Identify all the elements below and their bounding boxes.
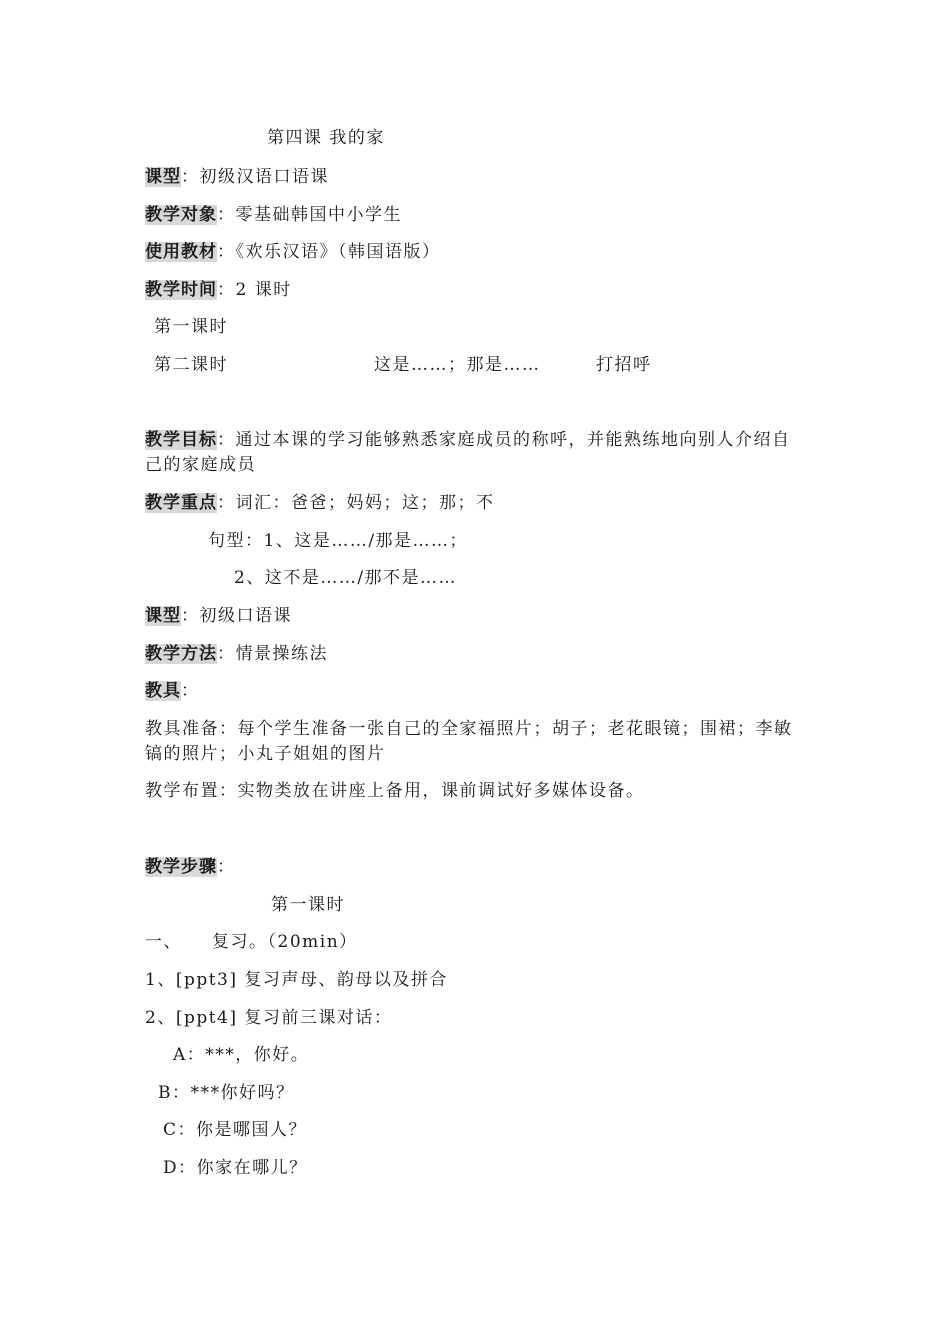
- period-second-topic: 打招呼: [596, 355, 652, 375]
- course-type2-sep: ：: [181, 606, 200, 626]
- key-points-sep: ：: [217, 493, 236, 513]
- aids-row: [145, 679, 200, 703]
- steps-sep: ：: [217, 857, 236, 877]
- goals-text: 通过本课的学习能够熟悉家庭成员的称呼，并能熟练地向别人介绍自己的家庭成员: [145, 430, 791, 475]
- audience-label: 教学对象: [145, 205, 217, 225]
- step-item-1: 1、[ppt3] 复习声母、韵母以及拼合: [145, 970, 448, 990]
- dialogue-line-b: B：***你好吗？: [158, 1083, 295, 1103]
- duration-value: 2 课时: [235, 280, 292, 300]
- aids-prep-paragraph: 教具准备：每个学生准备一张自己的全家福照片；胡子；老花眼镜；围裙；李敏镐的照片；小丸子姐姐的图片: [145, 719, 793, 764]
- duration-sep: ：: [217, 280, 236, 300]
- key-points-pattern1: 句型：1、这是……/那是……；: [208, 531, 469, 551]
- period-second-pattern: 这是……；那是……: [374, 355, 541, 375]
- audience-sep: ：: [217, 205, 236, 225]
- section-number: 一、: [145, 932, 182, 952]
- textbook-label: 使用教材: [145, 242, 217, 262]
- key-points-pattern2: 2、这不是……/那不是……: [234, 568, 458, 588]
- goals-sep: ：: [217, 430, 236, 450]
- key-points-vocab: 词汇：爸爸；妈妈；这；那；不: [235, 493, 495, 513]
- method-sep: ：: [217, 644, 236, 664]
- textbook-value: 《欢乐汉语》（韩国语版）: [235, 242, 441, 262]
- steps-row: [145, 855, 236, 879]
- method-label: 教学方法: [145, 644, 217, 664]
- step-item-2: 2、[ppt4] 复习前三课对话：: [145, 1008, 393, 1028]
- period-first: 第一课时: [154, 317, 228, 337]
- goals-label: 教学目标: [145, 430, 217, 450]
- course-type2-value: 初级口语课: [199, 606, 292, 626]
- audience-row: [145, 203, 402, 227]
- method-value: 情景操练法: [235, 644, 328, 664]
- course-type-sep: ：: [181, 167, 200, 187]
- course-type-value: 初级汉语口语课: [199, 167, 329, 187]
- textbook-row: [145, 240, 441, 264]
- course-type2-label: 课型: [145, 606, 181, 626]
- duration-row: [145, 278, 292, 302]
- section-title: 复习。（20min）: [212, 932, 358, 952]
- dialogue-line-c: C：你是哪国人？: [163, 1120, 308, 1140]
- textbook-sep: ：: [217, 242, 236, 262]
- course-type-label: 课型: [145, 167, 181, 187]
- audience-value: 零基础韩国中小学生: [235, 205, 402, 225]
- key-points-label: 教学重点: [145, 493, 217, 513]
- aids-sep: ：: [181, 681, 200, 701]
- course-type-row: [145, 165, 329, 189]
- goals-paragraph: [145, 428, 800, 478]
- duration-label: 教学时间: [145, 280, 217, 300]
- aids-label: 教具: [145, 681, 181, 701]
- period-second: 第二课时: [154, 355, 228, 375]
- dialogue-line-d: D：你家在哪儿？: [163, 1158, 308, 1178]
- method-row: [145, 642, 328, 666]
- dialogue-line-a: A：***，你好。: [173, 1045, 310, 1065]
- page-title: 第四课 我的家: [267, 128, 385, 148]
- aids-layout: 教学布置：实物类放在讲座上备用，课前调试好多媒体设备。: [145, 781, 645, 801]
- course-type2-row: [145, 604, 292, 628]
- key-points-row: [145, 491, 495, 515]
- steps-label: 教学步骤: [145, 857, 217, 877]
- steps-heading: 第一课时: [271, 895, 345, 915]
